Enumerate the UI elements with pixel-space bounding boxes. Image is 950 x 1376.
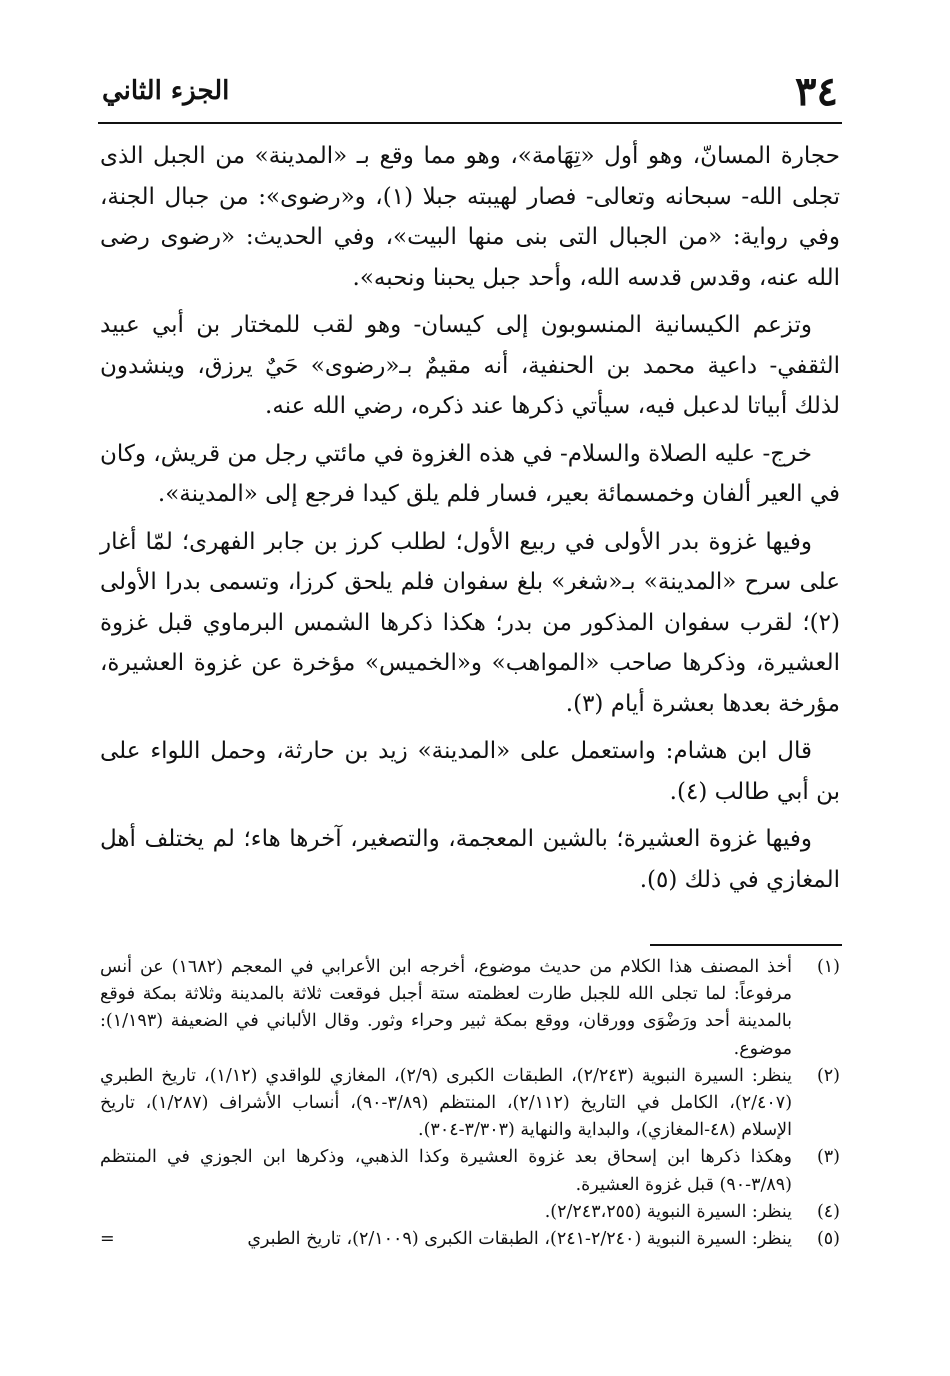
paragraph: حجارة المسانّ، وهو أول «تِهَامة»، وهو مما وقع بـ «المدينة» من الجبل الذى تجلى الله- سبحانه وتعالى- فصار لهيبته جبلا (١)، و«رضوى»: من جبال الجنة، وفي رواية: «من الجبال التى بنى منها البيت»، وفي الحديث: «رضوى رضى الله عنه، وقدس قدسه الله، وأحد جبل يحبنا ونحبه».: [100, 143, 841, 291]
footnote-number: (٤): [816, 1201, 840, 1222]
footnote: [100, 1199, 840, 1226]
paragraph: خرج- عليه الصلاة والسلام- في هذه الغزوة في مائتي رجل من قريش، وكان في العير ألفان وخمسمائة بعير، فسار فلم يلق كيدا فرجع إلى «المدينة».: [100, 440, 840, 507]
running-head: [100, 60, 840, 120]
paragraph: قال ابن هشام: واستعمل على «المدينة» زيد بن حارثة، وحمل اللواء على بن أبي طالب (٤).: [100, 738, 840, 805]
footnote-text: ينظر: السيرة النبوية (٢/٢٤٣)، الطبقات الكبرى (٢/٩)، المغازي للواقدي (١/١٢)، تاريخ الطبري (٢/٤٠٧)، الكامل في التاريخ (٢/١١٢)، المنتظم (٣/٨٩-٩٠)، أنساب الأشراف (١/٢٨٧)، تاريخ الإسلام (٤٨-المغازي)، والبداية والنهاية (٣/٣٠٣-٣٠٤).: [100, 1065, 793, 1141]
part-title: الجزء الثاني: [102, 76, 230, 106]
paragraph: وتزعم الكيسانية المنسوبون إلى كيسان- وهو لقب للمختار بن أبي عبيد الثقفي- داعية محمد بن الحنفية، أنه مقيمٌ بـ«رضوى» حَيٌ يرزق، وينشدون لذلك أبياتا لدعبل فيه، سيأتي ذكرها عند ذكره، رضي الله عنه.: [100, 312, 840, 419]
footnote-number: (٢): [816, 1065, 840, 1086]
footnote-number: (١): [816, 957, 840, 977]
page-number: ٣٤: [795, 68, 838, 115]
main-text: [100, 136, 840, 907]
footnote: [100, 1063, 840, 1145]
header-rule: [98, 122, 842, 124]
footnote-number: (٥): [816, 1229, 840, 1250]
footnote-text: أخذ المصنف هذا الكلام من حديث موضوع، أخرجه ابن الأعرابي في المعجم (١٦٨٢) عن أنس مرفوعاً: لما تجلى الله للجبل طارت لعظمته ستة أجبل فوقعت ثلاثة بالمدينة وثلاثة بمكة فوقع بالمدينة أحد ورَضْوَى وورقان، ووقع بمكة ثبير وحراء وثور. وقال الألباني في الضعيفة (١/١٩٣): موضوع.: [100, 957, 792, 1059]
footnote-text: ينظر: السيرة النبوية (٢/٢٤٣،٢٥٥).: [544, 1201, 792, 1222]
footnotes: [100, 954, 840, 1253]
footnote-rule: [650, 944, 842, 946]
paragraph: وفيها غزوة بدر الأولى في ربيع الأول؛ لطلب كرز بن جابر الفهرى؛ لمّا أغار على سرح «المدينة» بـ«شغر» بلغ سفوان فلم يلحق كرزا، وتسمى بدرا الأولى (٢)؛ لقرب سفوان المذكور من بدر؛ هكذا ذكرها الشمس البرماوي قبل غزوة العشيرة، وذكرها صاحب «المواهب» و«الخميس» مؤخرة عن غزوة العشيرة، مؤرخة بعدها بعشرة أيام (٣).: [100, 528, 840, 717]
footnote-text: ينظر: السيرة النبوية (٢/٢٤٠-٢٤١)، الطبقات الكبرى (٢/١٠٠٩)، تاريخ الطبري: [247, 1229, 792, 1250]
footnote-continuation-mark: =: [100, 1229, 115, 1250]
paragraph: وفيها غزوة العشيرة؛ بالشين المعجمة، والتصغير، آخرها هاء؛ لم يختلف أهل المغازي في ذلك (٥).: [100, 826, 840, 893]
footnote-number: (٣): [816, 1147, 840, 1168]
footnote-text: وهكذا ذكرها ابن إسحاق بعد غزوة العشيرة وكذا الذهبي، وذكرها ابن الجوزي في المنتظم (٣/٨٩-٩٠) قبل غزوة العشيرة.: [100, 1147, 792, 1195]
footnote: [100, 954, 840, 1063]
footnote: [100, 1144, 840, 1198]
footnote: [100, 1226, 840, 1253]
